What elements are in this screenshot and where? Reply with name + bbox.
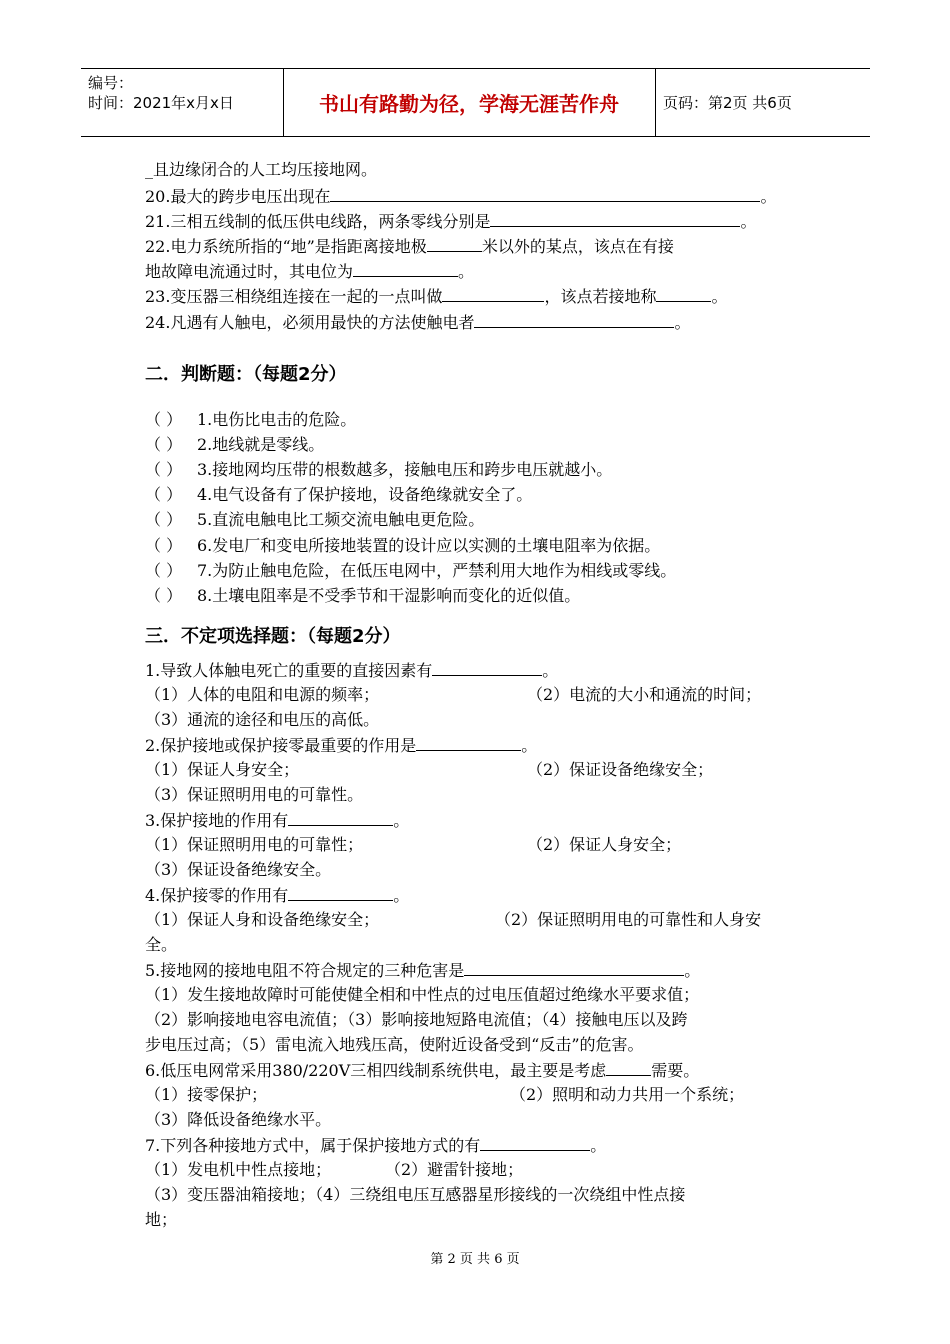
mc-option: （2）保证设备绝缘安全；	[527, 760, 714, 779]
mc-option: （1）发电机中性点接地；	[145, 1160, 332, 1179]
answer-blank[interactable]	[330, 186, 760, 202]
answer-blank[interactable]	[480, 1135, 590, 1151]
answer-blank[interactable]	[606, 1060, 651, 1076]
answer-paren[interactable]: （ ）	[145, 561, 183, 580]
answer-blank[interactable]	[288, 885, 393, 901]
mc-option: （3）保证设备绝缘安全。	[145, 860, 332, 879]
question-text: 。	[684, 961, 701, 980]
answer-blank[interactable]	[288, 810, 393, 826]
line-text: 米以外的某点，该点在有接	[481, 237, 674, 256]
question-text: 。	[590, 1136, 607, 1155]
judge-item	[145, 410, 356, 430]
judge-item	[145, 561, 676, 581]
question-text: 。	[521, 736, 538, 755]
judge-item	[145, 536, 660, 556]
mc-question	[145, 660, 558, 681]
mc-question	[145, 1135, 606, 1156]
answer-blank[interactable]	[442, 286, 544, 302]
line-text: 20.最大的跨步电压出现在	[145, 187, 331, 206]
mc-option: （1）发生接地故障时可能使健全相和中性点的过电压值超过绝缘水平要求值；	[145, 985, 700, 1004]
mc-option: （1）接零保护；	[145, 1085, 268, 1104]
judge-text: 6.发电厂和变电所接地装置的设计应以实测的土壤电阻率为依据。	[197, 536, 661, 555]
line-text: ，该点若接地称	[544, 287, 657, 306]
mc-option: 步电压过高；（5）雷电流入地残压高，使附近设备受到“反击”的危害。	[145, 1035, 644, 1054]
mc-question	[145, 735, 537, 756]
question-text: 3.保护接地的作用有	[145, 811, 289, 830]
fill-line	[145, 160, 377, 180]
answer-paren[interactable]: （ ）	[145, 435, 183, 454]
judge-text: 2.地线就是零线。	[197, 435, 325, 454]
mc-option: （2）保证人身安全；	[527, 835, 682, 854]
mc-question	[145, 960, 700, 981]
mc-option: （3）通流的途径和电压的高低。	[145, 710, 380, 729]
mc-option: （3）变压器油箱接地；（4）三绕组电压互感器星形接线的一次绕组中性点接	[145, 1185, 686, 1204]
page-header	[81, 68, 870, 137]
question-22-cont	[145, 261, 474, 282]
judge-item	[145, 510, 484, 530]
mc-question	[145, 1060, 699, 1081]
answer-blank[interactable]	[474, 312, 674, 328]
line-text: 22.电力系统所指的“地”是指距离接地极	[145, 237, 427, 256]
mc-option: （2）保证照明用电的可靠性和人身安	[495, 910, 762, 929]
question-20	[145, 186, 776, 207]
mc-option: 全。	[145, 935, 178, 954]
question-21	[145, 211, 756, 232]
line-text: 地故障电流通过时，其电位为	[145, 262, 354, 281]
answer-blank[interactable]	[490, 211, 740, 227]
page-footer: 第 2 页 共 6 页	[430, 1252, 520, 1267]
mc-option: （3）降低设备绝缘水平。	[145, 1110, 332, 1129]
question-23	[145, 286, 727, 307]
question-text: 。	[393, 886, 410, 905]
answer-paren[interactable]: （ ）	[145, 460, 183, 479]
judge-text: 7.为防止触电危险，在低压电网中，严禁利用大地作为相线或零线。	[197, 561, 677, 580]
question-text: 2.保护接地或保护接零最重要的作用是	[145, 736, 417, 755]
judge-text: 8.土壤电阻率是不受季节和干湿影响而变化的近似值。	[197, 586, 581, 605]
line-text: 。	[458, 262, 475, 281]
judge-item	[145, 460, 612, 480]
question-text: 。	[393, 811, 410, 830]
line-text: 21.三相五线制的低压供电线路，两条零线分别是	[145, 212, 491, 231]
judge-text: 5.直流电触电比工频交流电触电更危险。	[197, 510, 485, 529]
question-text: 需要。	[651, 1061, 700, 1080]
question-text: 5.接地网的接地电阻不符合规定的三种危害是	[145, 961, 465, 980]
section-2-title: 二．判断题：（每题2分）	[145, 364, 347, 385]
question-text: 6.低压电网常采用380/220V三相四线制系统供电，最主要是考虑	[145, 1061, 607, 1080]
mc-option: （1）保证人身和设备绝缘安全；	[145, 910, 380, 929]
judge-text: 4.电气设备有了保护接地，设备绝缘就安全了。	[197, 485, 533, 504]
answer-blank[interactable]	[353, 261, 458, 277]
question-22	[145, 236, 674, 257]
judge-item	[145, 435, 324, 455]
line-text: 24.凡遇有人触电，必须用最快的方法使触电者	[145, 313, 475, 332]
line-text: 。	[760, 187, 777, 206]
question-text: 。	[542, 661, 559, 680]
header-divider	[655, 69, 656, 136]
question-24	[145, 312, 690, 333]
mc-option: （2）照明和动力共用一个系统；	[510, 1085, 745, 1104]
answer-paren[interactable]: （ ）	[145, 510, 183, 529]
judge-text: 1.电伤比电击的危险。	[197, 410, 357, 429]
mc-option: （1）人体的电阻和电源的频率；	[145, 685, 380, 704]
answer-paren[interactable]: （ ）	[145, 536, 183, 555]
question-text: 1.导致人体触电死亡的重要的直接因素有	[145, 661, 433, 680]
mc-option: （2）影响接地电容电流值；（3）影响接地短路电流值；（4）接触电压以及跨	[145, 1010, 688, 1029]
mc-option: （3）保证照明用电的可靠性。	[145, 785, 364, 804]
question-text: 4.保护接零的作用有	[145, 886, 289, 905]
mc-question	[145, 885, 409, 906]
mc-option: （2）避雷针接地；	[385, 1160, 524, 1179]
mc-question	[145, 810, 409, 831]
line-text: 。	[740, 212, 757, 231]
line-text: 23.变压器三相绕组连接在一起的一点叫做	[145, 287, 443, 306]
date-label: 时间：2021年x月x日	[88, 94, 234, 112]
mc-option: （2）电流的大小和通流的时间；	[527, 685, 762, 704]
judge-text: 3.接地网均压带的根数越多，接触电压和跨步电压就越小。	[197, 460, 613, 479]
number-label: 编号：	[88, 74, 134, 92]
header-motto: 书山有路勤为径，学海无涯苦作舟	[319, 92, 619, 116]
answer-blank[interactable]	[416, 735, 521, 751]
answer-blank[interactable]	[656, 286, 711, 302]
line-text: 。	[674, 313, 691, 332]
answer-paren[interactable]: （ ）	[145, 410, 183, 429]
answer-paren[interactable]: （ ）	[145, 485, 183, 504]
answer-blank[interactable]	[464, 960, 684, 976]
answer-blank[interactable]	[432, 660, 542, 676]
judge-item	[145, 485, 532, 505]
mc-option: （1）保证人身安全；	[145, 760, 300, 779]
mc-option: （1）保证照明用电的可靠性；	[145, 835, 364, 854]
line-text: _且边缘闭合的人工均压接地网。	[145, 160, 378, 179]
header-meta	[88, 73, 234, 113]
mc-option: 地；	[145, 1210, 178, 1229]
line-text: 。	[711, 287, 728, 306]
section-3-title: 三．不定项选择题：（每题2分）	[145, 626, 401, 647]
judge-item	[145, 586, 580, 606]
answer-paren[interactable]: （ ）	[145, 586, 183, 605]
question-text: 7.下列各种接地方式中，属于保护接地方式的有	[145, 1136, 481, 1155]
answer-blank[interactable]	[427, 236, 482, 252]
header-page-label: 页码：第2页 共6页	[663, 94, 792, 112]
